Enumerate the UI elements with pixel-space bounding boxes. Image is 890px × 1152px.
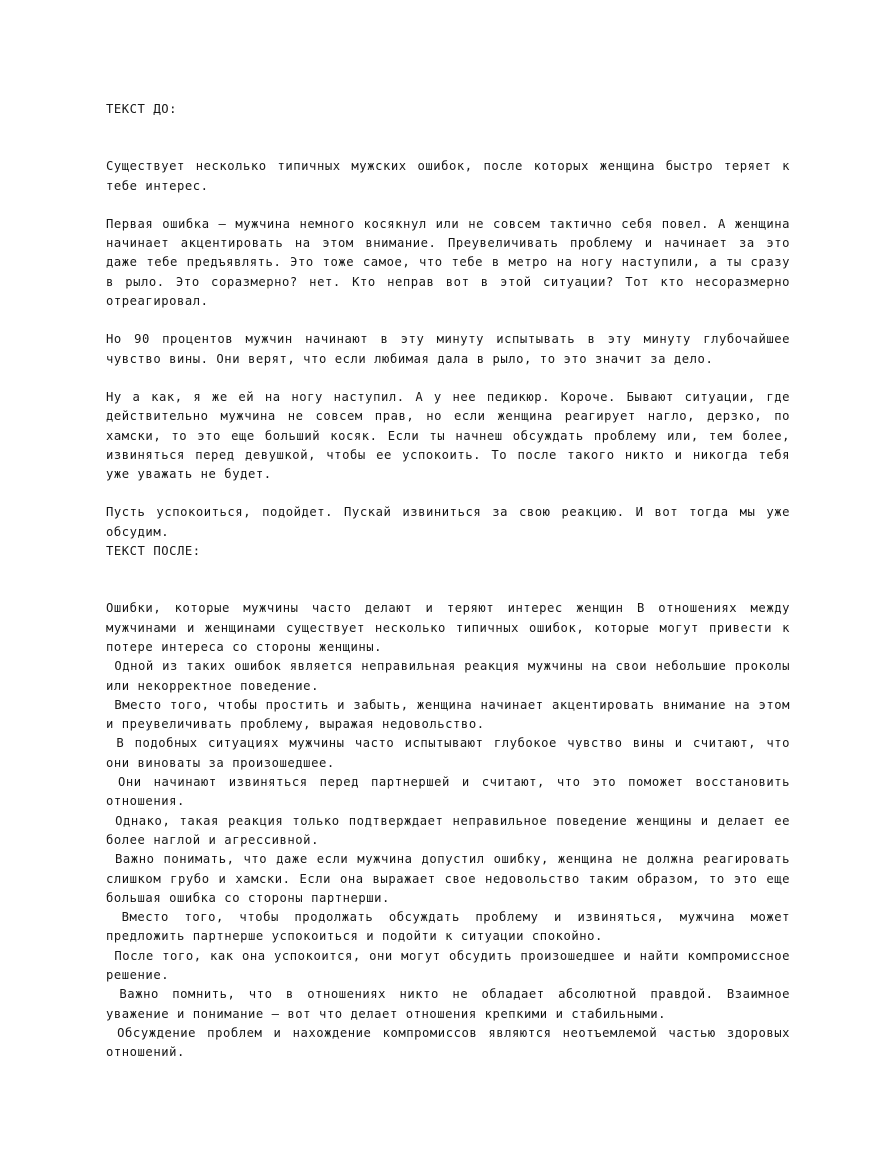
spacer bbox=[106, 311, 790, 330]
paragraph: Однако, такая реакция только подтверждает неправильное поведение женщины и делает ее более наглой и агрессивной. bbox=[106, 813, 798, 847]
paragraph: Они начинают извиняться перед партнершей и считают, что это поможет восстановить отношения. bbox=[106, 775, 798, 809]
label-text-before: ТЕКСТ ДО: bbox=[106, 102, 177, 116]
paragraph: Обсуждение проблем и нахождение компромиссов являются неотъемлемой частью здоровых отношений. bbox=[106, 1025, 798, 1060]
spacer bbox=[106, 561, 790, 599]
paragraph: После того, как она успокоится, они могут обсудить произошедшее и найти компромиссное решение. bbox=[106, 948, 798, 982]
paragraph: Пусть успокоиться, подойдет. Пускай извиниться за свою реакцию. И вот тогда мы уже обсудим. bbox=[106, 505, 798, 539]
paragraph: Вместо того, чтобы продолжать обсуждать проблему и извиняться, мужчина может предложить партнерше успокоиться и подойти к ситуации спокойно. bbox=[106, 910, 798, 944]
spacer bbox=[106, 369, 790, 388]
label-text-after: ТЕКСТ ПОСЛЕ: bbox=[106, 544, 201, 559]
paragraph: Одной из таких ошибок является неправильная реакция мужчины на свои небольшие проколы или некорректное поведение. bbox=[106, 659, 798, 693]
paragraph: Вместо того, чтобы простить и забыть, женщина начинает акцентировать внимание на этом и преувеличивать проблему, выражая недовольство. bbox=[106, 697, 798, 732]
paragraph: Ну а как, я же ей на ногу наступил. А у нее педикюр. Короче. Бывают ситуации, где действительно мужчина не совсем прав, но если женщина реагирует нагло, дерзко, по хамски, то это еще больший косяк. Если ты начнеш обсуждать проблему или, тем более, извиняться перед девушкой, чтобы ее успокоить. То после такого никто и никогда тебя уже уважать не будет. bbox=[106, 389, 798, 482]
paragraph: Важно помнить, что в отношениях никто не обладает абсолютной правдой. Взаимное уважение и понимание – вот что делает отношения крепкими и стабильными. bbox=[106, 987, 798, 1021]
paragraph: Но 90 процентов мужчин начинают в эту минуту испытывать в эту минуту глубочайшее чувство вины. Они верят, что если любимая дала в рыло, то это значит за дело. bbox=[106, 332, 798, 366]
paragraph: В подобных ситуациях мужчины часто испытывают глубокое чувство вины и считают, что они виноваты за произошедшее. bbox=[106, 736, 798, 770]
section-before bbox=[106, 157, 798, 542]
section-after bbox=[106, 599, 798, 1062]
paragraph: Ошибки, которые мужчины часто делают и теряют интерес женщин В отношениях между мужчинами и женщинами существует несколько типичных ошибок, которые могут привести к потере интереса со стороны женщины. bbox=[106, 601, 798, 654]
paragraph: Важно понимать, что даже если мужчина допустил ошибку, женщина не должна реагировать слишком грубо и хамски. Если она выражает свое недовольство таким образом, то это еще большая ошибка со стороны партнерши. bbox=[106, 852, 798, 905]
spacer bbox=[106, 196, 790, 215]
paragraph: Первая ошибка – мужчина немного косякнул или не совсем тактично себя повел. А женщина начинает акцентировать на этом внимание. Преувеличивать проблему и начинает за это даже тебе предъявлять. Это тоже самое, что тебе в метро на ногу наступили, а ты сразу в рыло. Это соразмерно? нет. Кто неправ вот в этой ситуации? Тот кто несоразмерно отреагировал. bbox=[106, 216, 798, 309]
paragraph: Существует несколько типичных мужских ошибок, после которых женщина быстро теряет к тебе интерес. bbox=[106, 159, 798, 193]
spacer bbox=[106, 484, 790, 503]
spacer bbox=[106, 119, 790, 157]
